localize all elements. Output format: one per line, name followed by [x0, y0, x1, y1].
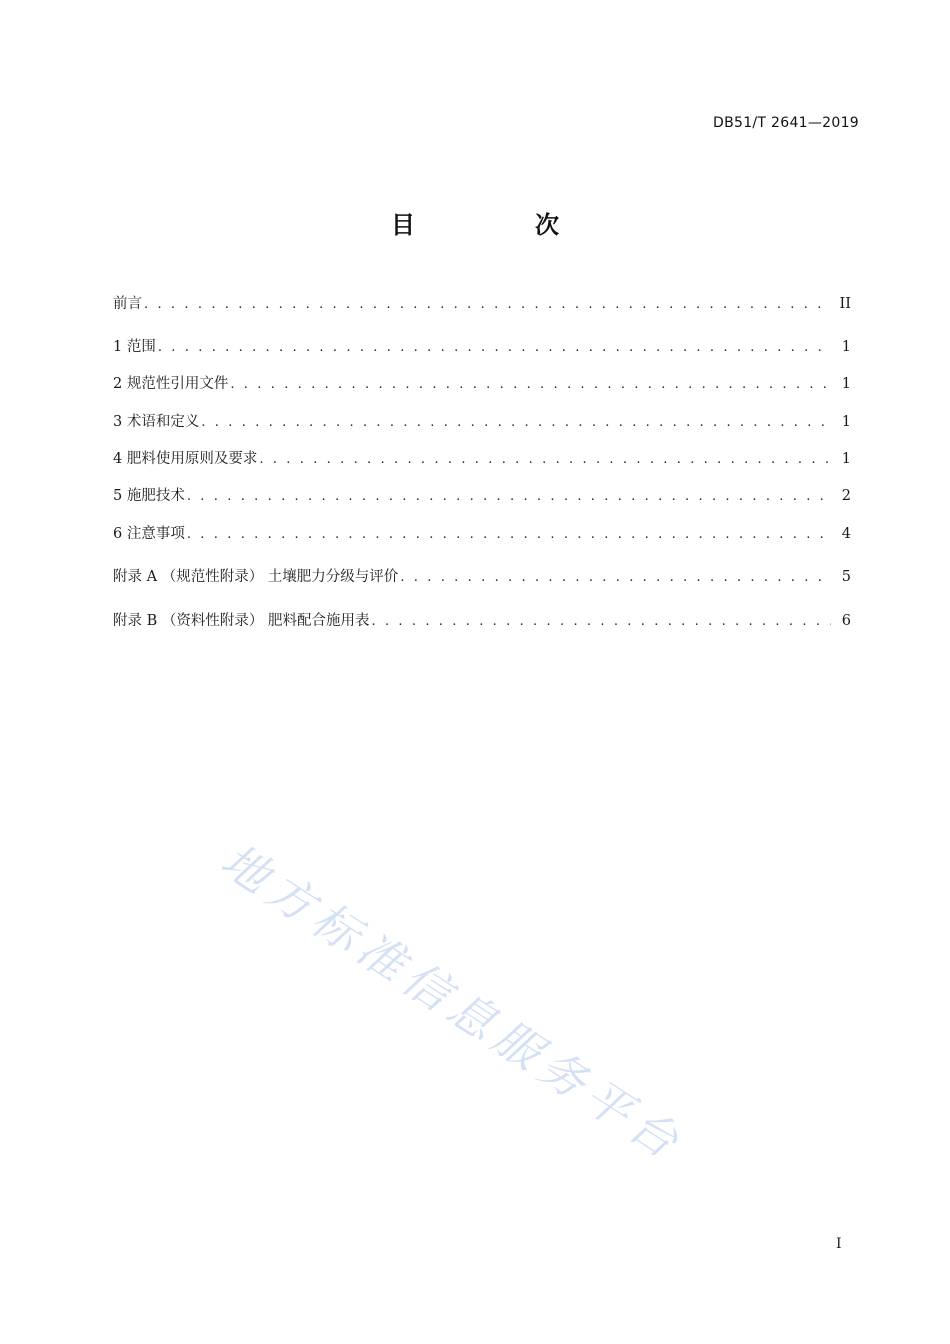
toc-entry-appendix-b[interactable]	[113, 610, 851, 632]
toc-entry-foreword[interactable]	[113, 293, 851, 315]
toc-entry-page: 6	[841, 613, 851, 629]
toc-leader-dots	[400, 567, 831, 589]
toc-entry-label: 附录 B （资料性附录） 肥料配合施用表	[113, 613, 370, 629]
toc-entry-label: 4 肥料使用原则及要求	[113, 451, 258, 467]
toc-leader-dots	[259, 449, 831, 471]
toc-leader-dots	[187, 486, 831, 508]
toc-entry-page: 1	[841, 414, 851, 430]
toc-entry-precautions[interactable]	[113, 523, 851, 545]
toc-entry-label: 2 规范性引用文件	[113, 376, 229, 392]
toc-leader-dots	[158, 337, 831, 359]
toc-entry-fertilizer-principles[interactable]	[113, 448, 851, 470]
page-number: I	[836, 1236, 842, 1252]
toc-entry-appendix-a[interactable]	[113, 566, 851, 588]
toc-leader-dots	[230, 374, 831, 396]
toc-leader-dots	[187, 524, 831, 546]
toc-entry-page: 5	[841, 569, 851, 585]
document-code: DB51/T 2641—2019	[713, 115, 859, 131]
toc-entry-label: 6 注意事项	[113, 526, 185, 542]
toc-entry-page: 1	[841, 376, 851, 392]
toc-entry-fertilization-technique[interactable]	[113, 485, 851, 507]
toc-entry-page: II	[839, 296, 851, 312]
toc-entry-normative-references[interactable]	[113, 373, 851, 395]
toc-entry-label: 附录 A （规范性附录） 土壤肥力分级与评价	[113, 569, 399, 585]
toc-entry-page: 1	[841, 451, 851, 467]
watermark: 地方标准信息服务平台	[211, 832, 694, 1173]
toc-entry-label: 前言	[113, 296, 142, 312]
toc-entry-label: 1 范围	[113, 339, 156, 355]
toc-title: 目 次	[391, 211, 607, 239]
toc-leader-dots	[144, 294, 831, 316]
toc-entry-page: 4	[841, 526, 851, 542]
toc-entry-terms-definitions[interactable]	[113, 411, 851, 433]
toc-entry-label: 5 施肥技术	[113, 488, 185, 504]
toc-entry-page: 1	[841, 339, 851, 355]
toc-entry-scope[interactable]	[113, 336, 851, 358]
toc-leader-dots	[201, 412, 831, 434]
toc-entry-label: 3 术语和定义	[113, 414, 200, 430]
toc-leader-dots	[371, 611, 831, 633]
toc-entry-page: 2	[841, 488, 851, 504]
